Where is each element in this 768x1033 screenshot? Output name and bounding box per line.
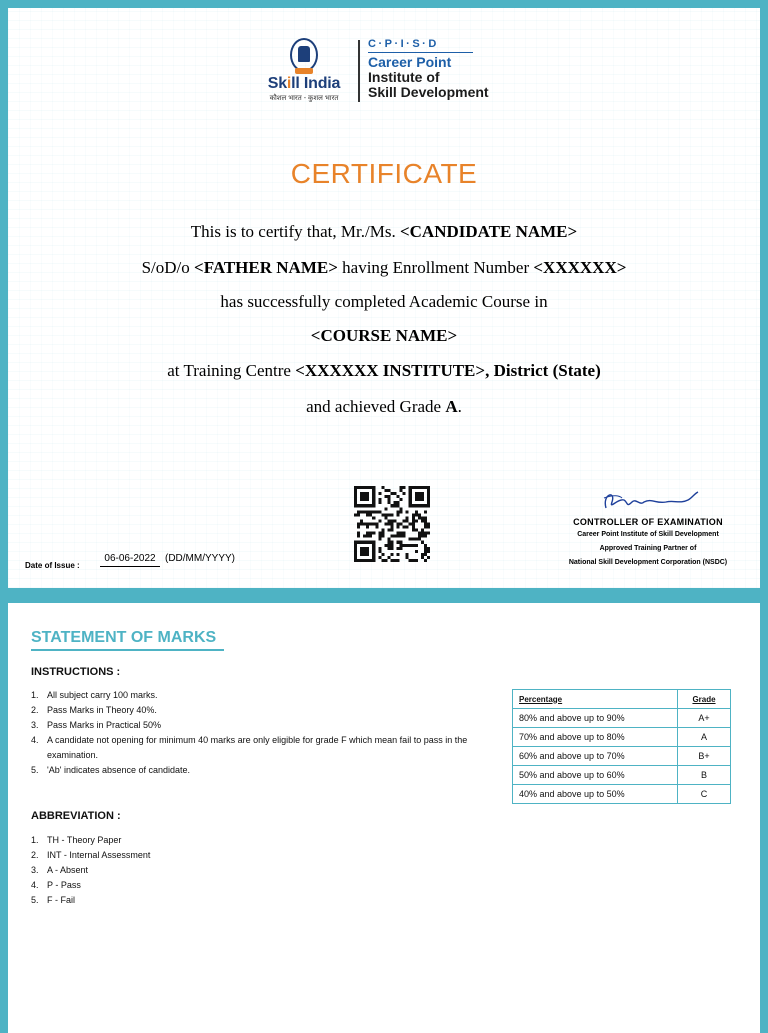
grade-table <box>512 689 731 804</box>
enrollment-number: <XXXXXX> <box>533 258 627 277</box>
completed-line: has successfully completed Academic Course in <box>220 292 548 311</box>
institute-line-2: Skill Development <box>368 84 489 100</box>
logo-divider <box>358 40 360 102</box>
certificate-card <box>8 8 760 588</box>
skill-india-tagline: कौशल भारत - कुशल भारत <box>269 95 339 102</box>
marks-title: STATEMENT OF MARKS <box>31 629 217 646</box>
list-item: 3. Pass Marks in Practical 50% <box>31 720 162 730</box>
table-row: 70% and above up to 80% A <box>513 728 731 747</box>
list-item: 2. INT - Internal Assessment <box>31 850 151 860</box>
instructions-list <box>31 688 471 778</box>
list-item: 5. 'Ab' indicates absence of candidate. <box>31 765 191 775</box>
date-format: (DD/MM/YYYY) <box>165 553 235 564</box>
date-of-issue-label: Date of Issue : <box>25 561 80 570</box>
signatory-partner: Approved Training Partner of <box>599 545 697 552</box>
training-centre: <XXXXXX INSTITUTE>, District <box>295 361 549 380</box>
date-of-issue-value: 06-06-2022 <box>100 553 160 567</box>
institute-line-1: Institute of <box>368 69 440 85</box>
qr-code-icon <box>354 486 430 562</box>
list-item: 4. A candidate not opening for minimum 40 marks are only eligible for grade F which mean fail to pass in the examination. <box>31 735 468 760</box>
training-centre-line: at Training Centre <XXXXXX INSTITUTE>, District (State) <box>167 361 601 380</box>
signature-icon <box>594 486 704 516</box>
father-enrollment-line: S/oD/o <FATHER NAME> having Enrollment Number <XXXXXX> <box>141 258 627 277</box>
table-row: 60% and above up to 70% B+ <box>513 747 731 766</box>
course-name: <COURSE NAME> <box>310 326 458 345</box>
abbreviation-list <box>31 833 150 908</box>
career-point-name: Career Point <box>368 54 452 70</box>
percentage-header: Percentage <box>513 690 678 709</box>
career-point-logo <box>368 38 489 100</box>
skill-india-name: Skill India <box>267 75 341 92</box>
cpisd-abbr: C·P·I·S·D <box>368 38 439 50</box>
abbreviation-heading: ABBREVIATION : <box>31 810 121 822</box>
list-item: 5. F - Fail <box>31 895 75 905</box>
list-item: 3. A - Absent <box>31 865 89 875</box>
table-header-row <box>513 690 731 709</box>
list-item: 1. All subject carry 100 marks. <box>31 690 158 700</box>
table-row: 80% and above up to 90% A+ <box>513 709 731 728</box>
skill-india-logo <box>258 38 350 103</box>
skill-india-emblem-icon <box>290 38 318 72</box>
statement-of-marks-card <box>8 603 760 1033</box>
grade-line: and achieved Grade A. <box>306 397 462 416</box>
state: (State) <box>548 361 601 380</box>
instructions-heading: INSTRUCTIONS : <box>31 666 121 678</box>
header-logos <box>8 36 760 106</box>
cpisd-underline <box>368 52 473 53</box>
grade-value: A <box>445 397 458 416</box>
list-item: 2. Pass Marks in Theory 40%. <box>31 705 157 715</box>
list-item: 4. P - Pass <box>31 880 81 890</box>
signatory-nsdc: National Skill Development Corporation (NSDC) <box>568 559 728 566</box>
grade-header: Grade <box>678 690 731 709</box>
certify-line: This is to certify that, Mr./Ms. <CANDIDATE NAME> <box>190 222 578 241</box>
table-row: 40% and above up to 50% C <box>513 785 731 804</box>
certificate-title: CERTIFICATE <box>290 158 478 189</box>
table-row: 50% and above up to 60% B <box>513 766 731 785</box>
signatory-org: Career Point Institute of Skill Development <box>577 531 719 538</box>
list-item: 1. TH - Theory Paper <box>31 835 122 845</box>
father-name: <FATHER NAME> <box>194 258 338 277</box>
candidate-name: <CANDIDATE NAME> <box>399 222 578 241</box>
marks-title-underline <box>31 649 224 651</box>
signatory-title: CONTROLLER OF EXAMINATION <box>573 517 723 527</box>
